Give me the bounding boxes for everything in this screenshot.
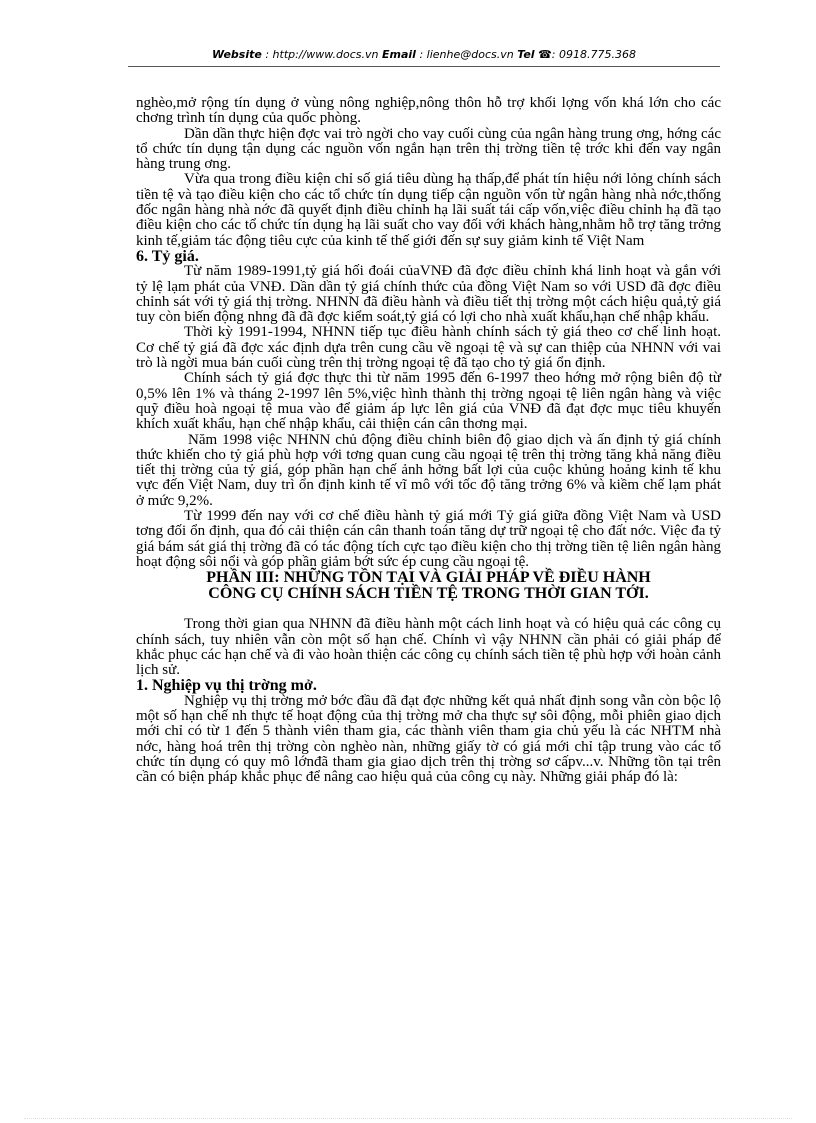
- part-title-line-1: PHẦN III: NHỮNG TỒN TẠI VÀ GIẢI PHÁP VỀ ĐIỀU HÀNH: [206, 569, 651, 587]
- website-url[interactable]: : http://www.docs.vn: [265, 48, 379, 61]
- part-title-line-2: CÔNG CỤ CHÍNH SÁCH TIỀN TỆ TRONG THỜI GIAN TỚI.: [208, 585, 649, 603]
- section-heading-exchange-rate: 6. Tỷ giá.: [136, 247, 199, 265]
- header-divider: [128, 66, 720, 67]
- paragraph: nghèo,mở rộng tín dụng ở vùng nông nghiệp,nông thôn hỗ trợ khối lợng vốn khá lớn cho các chơng trình tín dụng của quốc phòng.: [136, 95, 721, 127]
- page-footer-line: [24, 1118, 792, 1119]
- paragraph: Thời kỳ 1991-1994, NHNN tiếp tục điều hành chính sách tỷ giá theo cơ chế linh hoạt. Cơ chế tỷ giá đã đợc xác định dựa trên cung cầu về ngoại tệ và sự can thiệp của NHNN với vai trò là ngời mua bán cuối cùng trên thị trờng ngoại tệ đã tạo cho tỷ giá ổn định.: [136, 324, 721, 372]
- telephone-icon: ☎: [538, 48, 552, 61]
- tel-number: : 0918.775.368: [551, 48, 636, 61]
- paragraph: Nghiệp vụ thị trờng mở bớc đầu đã đạt đợc những kết quả nhất định song vẫn còn bộc lộ một số hạn chế nh thực tế hoạt động của thị trờng mở cha thực sự sôi động, mỗi phiên giao dịch mới chỉ có từ 1 đến 5 thành viên tham gia, các thành viên tham gia chủ yếu là các NHTM nhà nớc, hàng hoá trên thị trờng còn nghèo nàn, những giấy tờ có giá mới chỉ tập trung vào các tổ chức tín dụng có quy mô lớnđã tham gia giao dịch trên thị trờng sơ cấpv...v. Những tồn tại trên cần có biện pháp khắc phục để nâng cao hiệu quả của công cụ này. Những giải pháp đó là:: [136, 692, 721, 786]
- paragraph: Năm 1998 việc NHNN chủ động điều chỉnh biên độ giao dịch và ấn định tỷ giá chính thức khiến cho tỷ giá phù hợp với tơng quan cung cầu ngoại tệ trên thị trờng tăng khả năng điều tiết thị trờng của tỷ giá, góp phần hạn chế ảnh hởng bất lợi của cuộc khủng hoảng kinh tế khu vực đến Việt Nam, duy trì ổn định kinh tế vĩ mô với tốc độ tăng trởng 6% và kiềm chế lạm phát ở mức 9,2%.: [136, 431, 721, 509]
- tel-label: Tel: [517, 48, 535, 61]
- email-label: Email: [382, 48, 416, 61]
- paragraph: Từ 1999 đến nay với cơ chế điều hành tỷ giá mới Tỷ giá giữa đồng Việt Nam và USD tơng đối ổn định, qua đó cải thiện cán cân thanh toán tăng dự trữ ngoại tệ cho đất nớc. Việc đa tỷ giá bám sát giá thị trờng đã có tác động tích cực tạo điều kiện cho thị trờng tiền tệ liên ngân hàng hoạt động sôi nổi và góp phần giảm bớt sức ép cung cầu ngoại tệ.: [136, 508, 721, 570]
- page-header: [128, 48, 720, 61]
- paragraph: Từ năm 1989-1991,tỷ giá hối đoái củaVNĐ đã đợc điều chỉnh khá linh hoạt và gắn với tỷ lệ lạm phát của VNĐ. Dần dần tỷ giá chính thức của đồng Việt Nam so với USD đã đợc điều chỉnh sát với tỷ giá thị trờng. NHNN đã điều hành và điều tiết thị trờng một cách hiệu quả,tỷ giá tuy còn biến động nhng đã đã đợc kiểm soát,tỷ giá có lợi cho nhà xuất khẩu,hạn chế nhập khẩu.: [136, 263, 721, 326]
- email-address[interactable]: : lienhe@docs.vn: [419, 48, 514, 61]
- website-label: Website: [212, 48, 262, 61]
- paragraph: Trong thời gian qua NHNN đã điều hành một cách linh hoạt và có hiệu quả các công cụ chính sách, tuy nhiên vẫn còn một số hạn chế. Chính vì vậy NHNN cần phải có giải pháp để khắc phục các hạn chế và đi vào hoàn thiện các công cụ chính sách tiền tệ phù hợp với hoàn cảnh lịch sử.: [136, 616, 721, 679]
- document-body: [136, 96, 721, 785]
- part-title: [136, 570, 721, 602]
- paragraph: Dần dần thực hiện đợc vai trò ngời cho vay cuối cùng của ngân hàng trung ơng, hớng các tổ chức tín dụng tận dụng các nguồn vốn ngắn hạn trên thị trờng tiền tệ trớc khi đến vay ngân hàng trung ơng.: [136, 125, 721, 173]
- section-heading-open-market: 1. Nghiệp vụ thị trờng mở.: [136, 677, 317, 695]
- paragraph: Vừa qua trong điều kiện chỉ số giá tiêu dùng hạ thấp,để phát tín hiệu nới lỏng chính sách tiền tệ và tạo điều kiện cho các tổ chức tín dụng tiếp cận nguồn vốn từ ngân hàng nhà nớc,thống đốc ngân hàng nhà nớc đã quyết định điều chỉnh hạ lãi suất tái cấp vốn,việc điều chỉnh hạ đã tạo điều kiện cho các tổ chức tín dụng hạ lãi suất cho vay đối với khách hàng,nhằm hỗ trợ tăng trởng kinh tế,giảm tác động tiêu cực của kinh tế thế giới đến sự suy giảm kinh tế Việt Nam: [136, 171, 721, 249]
- paragraph: Chính sách tỷ giá đợc thực thi từ năm 1995 đến 6-1997 theo hớng mở rộng biên độ từ 0,5% lên 1% và tháng 2-1997 lên 5%,việc hình thành thị trờng ngoại tệ liên ngân hàng và việc quỹ điều hoà ngoại tệ mua vào để giảm áp lực lên giá của VNĐ đã đạt đợc mục tiêu khuyến khích xuất khẩu, hạn chế nhập khẩu, cải thiện cán cân thơng mại.: [136, 370, 721, 433]
